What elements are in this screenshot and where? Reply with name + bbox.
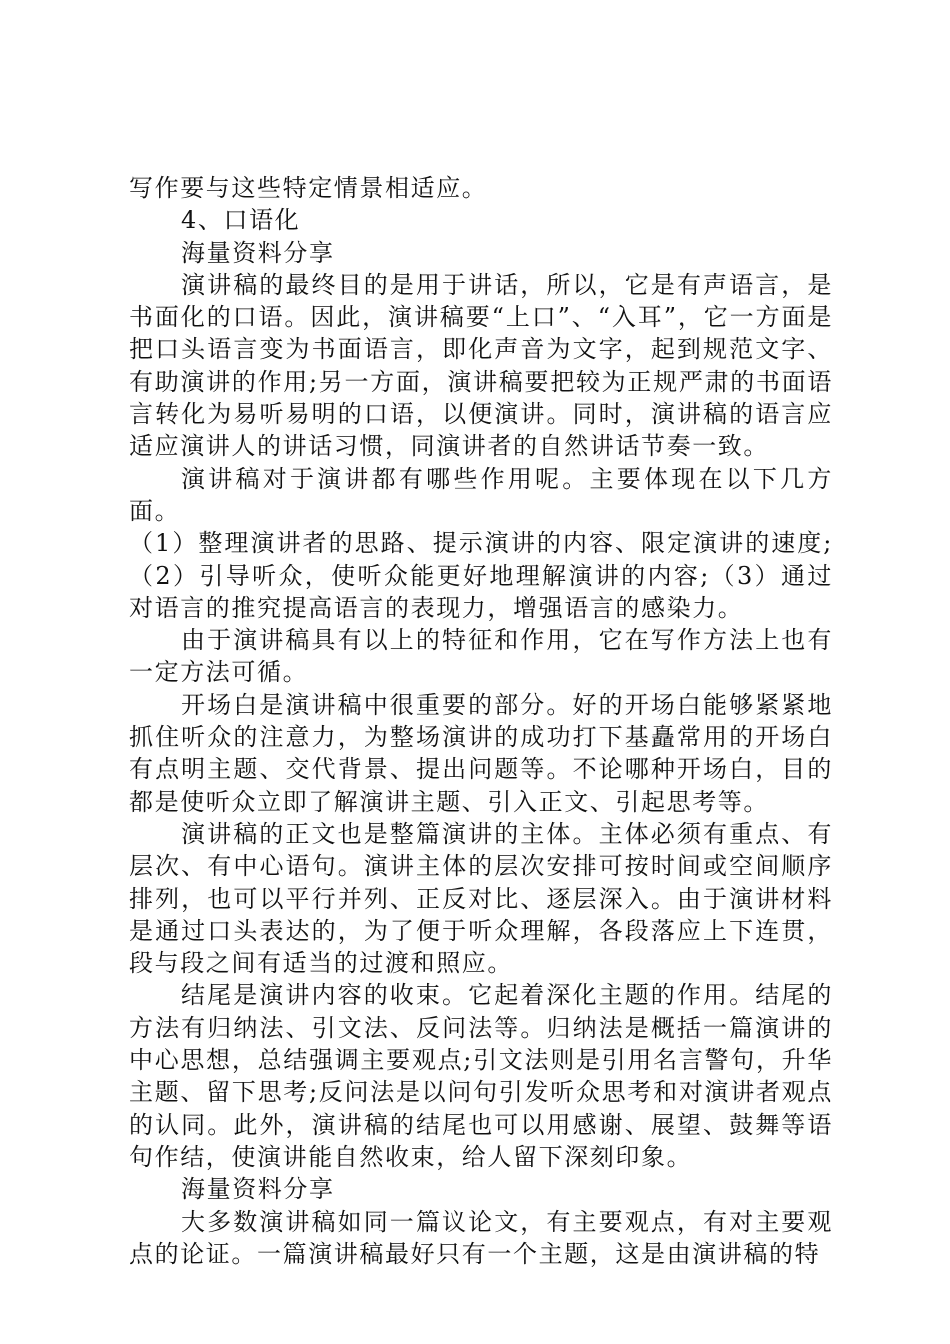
share-note: 海量资料分享: [181, 1175, 335, 1204]
section-heading-oral: 4、口语化: [181, 206, 301, 235]
paragraph-main-body: 演讲稿的正文也是整篇演讲的主体。主体必须有重点、有层次、有中心语句。演讲主体的层次安排可按时间或空间顺序排列，也可以平行并列、正反对比、逐层深入。由于演讲材料是通过口头表达的，为了便于听众理解，各段落应上下连贯，段与段之间有适当的过渡和照应。: [129, 819, 833, 978]
share-note: 海量资料分享: [181, 238, 335, 267]
paragraph-oral-language: 演讲稿的最终目的是用于讲话，所以，它是有声语言，是书面化的口语。因此，演讲稿要“上口”、“入耳”，它一方面是把口头语言变为书面语言，即化声音为文字，起到规范文字、有助演讲的作用;另一方面，演讲稿要把较为正规严肃的书面语言转化为易听易明的口语，以便演讲。同时，演讲稿的语言应适应演讲人的讲话习惯，同演讲者的自然讲话节奏一致。: [129, 270, 833, 461]
document-body: [129, 172, 833, 1270]
paragraph-argument: 大多数演讲稿如同一篇议论文，有主要观点，有对主要观点的论证。一篇演讲稿最好只有一个主题，这是由演讲稿的特: [129, 1207, 833, 1268]
paragraph-continuation: 写作要与这些特定情景相适应。: [129, 174, 488, 202]
paragraph-functions-list: （1）整理演讲者的思路、提示演讲的内容、限定演讲的速度;（2）引导听众，使听众能更好地理解演讲的内容;（3）通过对语言的推究提高语言的表现力，增强语言的感染力。: [129, 529, 833, 622]
paragraph-conclusion: 结尾是演讲内容的收束。它起着深化主题的作用。结尾的方法有归纳法、引文法、反问法等。归纳法是概括一篇演讲的中心思想，总结强调主要观点;引文法则是引用名言警句，升华主题、留下思考;反问法是以问句引发听众思考和对演讲者观点的认同。此外，演讲稿的结尾也可以用感谢、展望、鼓舞等语句作结，使演讲能自然收束，给人留下深刻印象。: [129, 981, 833, 1171]
paragraph-functions-intro: 演讲稿对于演讲都有哪些作用呢。主要体现在以下几方面。: [129, 464, 833, 525]
paragraph-writing-method: 由于演讲稿具有以上的特征和作用，它在写作方法上也有一定方法可循。: [129, 626, 833, 687]
paragraph-opening: 开场白是演讲稿中很重要的部分。好的开场白能够紧紧地抓住听众的注意力，为整场演讲的成功打下基矗常用的开场白有点明主题、交代背景、提出问题等。不论哪种开场白，目的都是使听众立即了解演讲主题、引入正文、引起思考等。: [129, 690, 833, 816]
